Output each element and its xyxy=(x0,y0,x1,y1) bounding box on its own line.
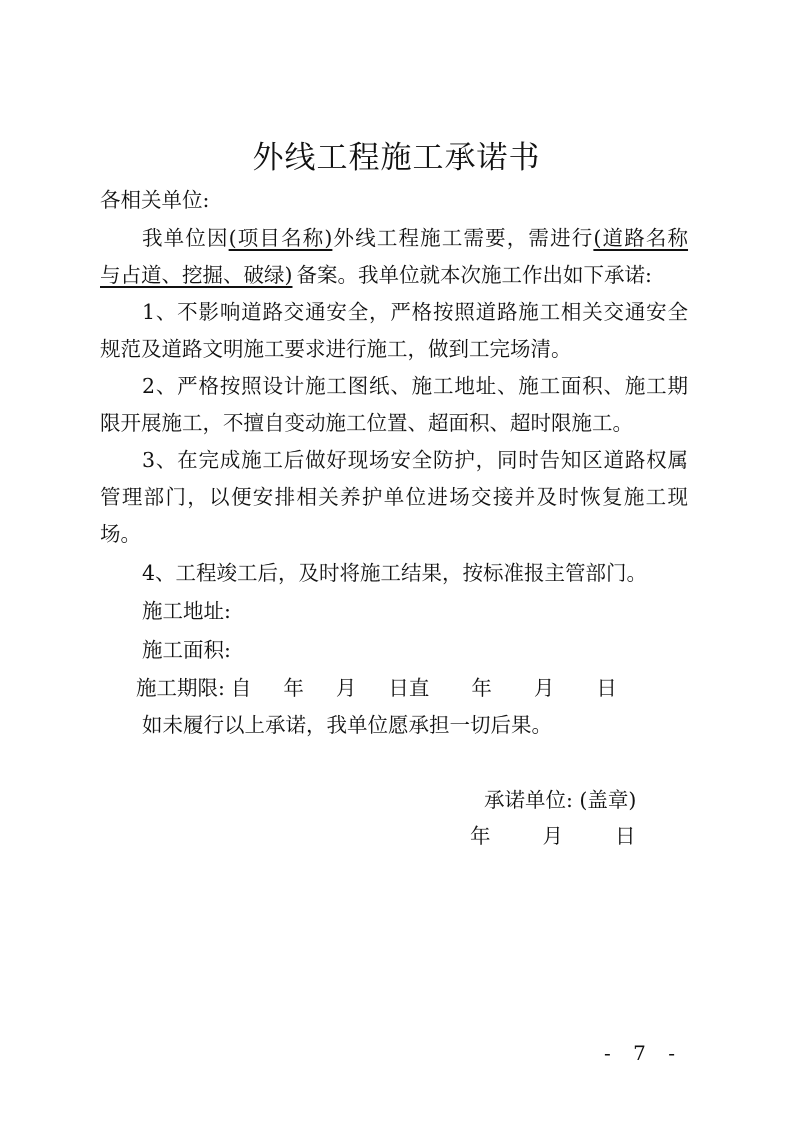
salutation: 各相关单位: xyxy=(100,188,210,212)
project-name-placeholder: (项目名称) xyxy=(228,226,333,250)
document-title: 外线工程施工承诺书 xyxy=(252,140,541,176)
period-day-2: 日 xyxy=(596,676,617,700)
signature-date xyxy=(470,822,636,850)
item-2-line-2: 限开展施工，不擅自变动施工位置、超面积、超时限施工。 xyxy=(100,411,633,435)
period-day-to: 日直 xyxy=(388,676,430,700)
intro-text-2: 外线工程施工需要，需进行 xyxy=(332,226,594,250)
intro-line-2 xyxy=(100,261,652,289)
item-1-line-2: 规范及道路文明施工要求进行施工，做到工完场清。 xyxy=(100,337,572,361)
item-3-line-2: 管理部门，以便安排相关养护单位进场交接并及时恢复施工现 xyxy=(100,485,688,509)
item-3-line-3: 场。 xyxy=(100,522,141,546)
signature-month: 月 xyxy=(542,824,563,848)
site-address-label: 施工地址: xyxy=(142,599,231,623)
signature-unit-label: 承诺单位: (盖章) xyxy=(484,788,637,812)
item-1-line-1: 1、不影响道路交通安全，严格按照道路施工相关交通安全 xyxy=(142,300,688,324)
intro-text-1: 我单位因 xyxy=(142,226,229,250)
item-4: 4、工程竣工后，及时将施工结果，按标准报主管部门。 xyxy=(142,561,648,585)
construction-period xyxy=(136,674,617,702)
site-area-label: 施工面积: xyxy=(142,638,231,662)
closing-statement: 如未履行以上承诺，我单位愿承担一切后果。 xyxy=(142,713,552,737)
period-month-2: 月 xyxy=(533,676,555,700)
period-year-1: 年 xyxy=(283,676,304,700)
period-month-1: 月 xyxy=(335,676,357,700)
page-number: - 7 - xyxy=(604,1041,683,1065)
period-year-2: 年 xyxy=(471,676,492,700)
signature-year: 年 xyxy=(470,824,491,848)
road-info-placeholder-1: (道路名称 xyxy=(593,226,689,250)
period-from: 自 xyxy=(230,676,252,700)
intro-line-1 xyxy=(142,224,688,252)
road-info-placeholder-2: 与占道、挖掘、破绿) xyxy=(100,263,293,287)
item-3-line-1: 3、在完成施工后做好现场安全防护，同时告知区道路权属 xyxy=(142,448,688,472)
intro-text-3: 备案。我单位就本次施工作出如下承诺: xyxy=(296,263,652,287)
period-label: 施工期限: xyxy=(136,676,225,700)
signature-day: 日 xyxy=(615,824,636,848)
item-2-line-1: 2、严格按照设计施工图纸、施工地址、施工面积、施工期 xyxy=(142,374,688,398)
